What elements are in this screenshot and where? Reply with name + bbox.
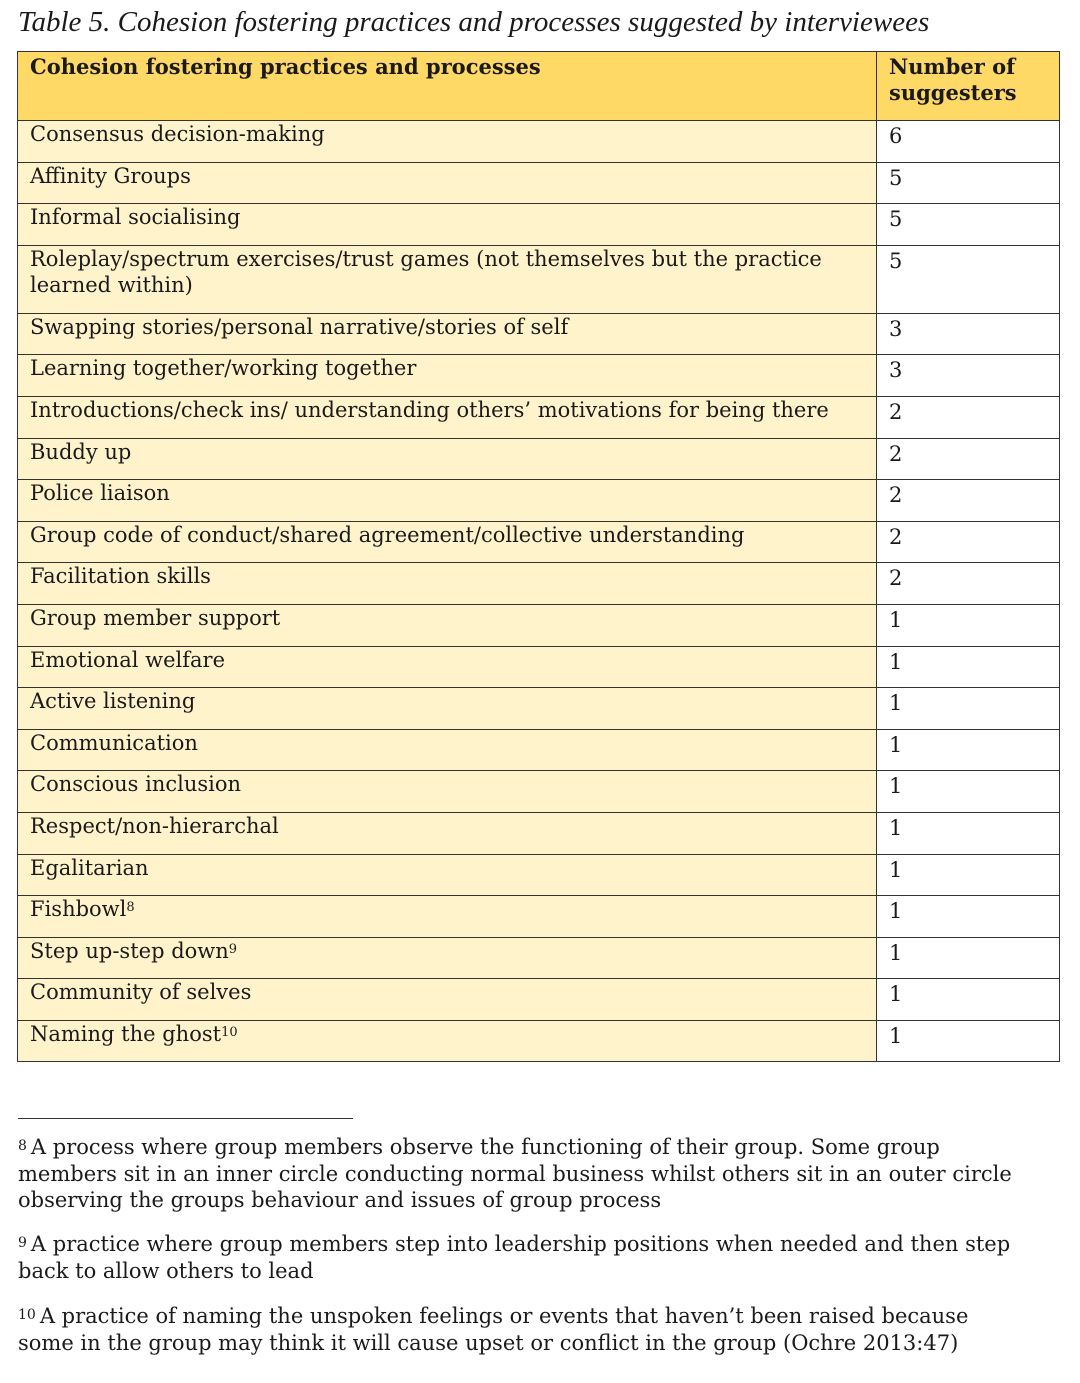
practice-text: Swapping stories/personal narrative/stories of self bbox=[30, 314, 569, 339]
count-cell bbox=[877, 480, 1060, 522]
table-header-row bbox=[18, 52, 1060, 121]
practice-cell bbox=[18, 937, 877, 979]
practice-text: Facilitation skills bbox=[30, 564, 211, 589]
count-cell bbox=[877, 854, 1060, 896]
footnote-10 bbox=[18, 1303, 1018, 1356]
table-row bbox=[18, 121, 1060, 163]
count-cell bbox=[877, 396, 1060, 438]
practice-text: Community of selves bbox=[30, 980, 252, 1005]
footnote-text: A process where group members observe the functioning of their group. Some group members sit in an inner circle conducting normal business whilst others sit in an outer circle observing the groups behaviour and issues of group process bbox=[18, 1135, 1012, 1212]
practice-cell bbox=[18, 162, 877, 204]
table-row bbox=[18, 1020, 1060, 1062]
footnote-text: A practice where group members step into leadership positions when needed and then step back to allow others to lead bbox=[18, 1232, 1011, 1283]
count-cell bbox=[877, 162, 1060, 204]
practice-text: Communication bbox=[30, 730, 198, 755]
count-value: 1 bbox=[889, 649, 903, 674]
practice-text: Group member support bbox=[30, 605, 281, 630]
practice-cell bbox=[18, 771, 877, 813]
practice-text: Informal socialising bbox=[30, 205, 241, 230]
practice-cell bbox=[18, 688, 877, 730]
table-row bbox=[18, 979, 1060, 1021]
header-count: Number of suggesters bbox=[877, 52, 1060, 121]
count-value: 1 bbox=[889, 607, 903, 632]
practice-text: Buddy up bbox=[30, 439, 132, 464]
practice-cell bbox=[18, 729, 877, 771]
table-row bbox=[18, 604, 1060, 646]
table-row bbox=[18, 204, 1060, 246]
practice-text: Fishbowl bbox=[30, 897, 127, 922]
table-row bbox=[18, 313, 1060, 355]
count-value: 1 bbox=[889, 732, 903, 757]
count-value: 1 bbox=[889, 899, 903, 924]
count-cell bbox=[877, 121, 1060, 163]
count-cell bbox=[877, 729, 1060, 771]
table-row bbox=[18, 245, 1060, 313]
practice-cell bbox=[18, 812, 877, 854]
count-cell bbox=[877, 563, 1060, 605]
practice-text: Introductions/check ins/ understanding others’ motivations for being there bbox=[30, 397, 829, 422]
practice-cell bbox=[18, 854, 877, 896]
count-cell bbox=[877, 688, 1060, 730]
practice-cell bbox=[18, 896, 877, 938]
count-cell bbox=[877, 646, 1060, 688]
count-cell bbox=[877, 771, 1060, 813]
count-cell bbox=[877, 896, 1060, 938]
table-row bbox=[18, 480, 1060, 522]
practice-text: Roleplay/spectrum exercises/trust games (not themselves but the practice learned within) bbox=[30, 246, 822, 297]
count-cell bbox=[877, 1020, 1060, 1062]
cohesion-practices-table bbox=[17, 51, 1060, 1062]
count-cell bbox=[877, 204, 1060, 246]
practice-cell bbox=[18, 1020, 877, 1062]
count-cell bbox=[877, 521, 1060, 563]
practice-text: Step up-step down bbox=[30, 938, 229, 963]
table-row bbox=[18, 854, 1060, 896]
count-value: 5 bbox=[889, 207, 903, 232]
practice-cell bbox=[18, 563, 877, 605]
count-value: 3 bbox=[889, 316, 903, 341]
practice-text: Active listening bbox=[30, 689, 196, 714]
count-value: 5 bbox=[889, 165, 903, 190]
count-value: 2 bbox=[889, 399, 903, 424]
practice-cell bbox=[18, 646, 877, 688]
table-row bbox=[18, 937, 1060, 979]
footnote-text: A practice of naming the unspoken feelings or events that haven’t been raised because some in the group may think it will cause upset or conflict in the group (Ochre 2013:47) bbox=[18, 1304, 969, 1355]
table-row bbox=[18, 355, 1060, 397]
count-value: 2 bbox=[889, 524, 903, 549]
practice-text: Group code of conduct/shared agreement/collective understanding bbox=[30, 522, 745, 547]
table-row bbox=[18, 812, 1060, 854]
table-row bbox=[18, 896, 1060, 938]
footnote-marker: 8 bbox=[18, 1138, 27, 1154]
practice-cell bbox=[18, 204, 877, 246]
practice-text: Respect/non-hierarchal bbox=[30, 813, 279, 838]
practice-text: Police liaison bbox=[30, 481, 170, 506]
count-value: 3 bbox=[889, 358, 903, 383]
table-caption: Table 5. Cohesion fostering practices and processes suggested by interviewees bbox=[18, 6, 930, 38]
table-row bbox=[18, 771, 1060, 813]
table-row bbox=[18, 162, 1060, 204]
practice-text: Naming the ghost bbox=[30, 1021, 222, 1046]
table-row bbox=[18, 438, 1060, 480]
count-cell bbox=[877, 937, 1060, 979]
count-value: 5 bbox=[889, 248, 903, 273]
practice-text: Emotional welfare bbox=[30, 647, 225, 672]
count-value: 2 bbox=[889, 566, 903, 591]
table-row bbox=[18, 563, 1060, 605]
practice-cell bbox=[18, 480, 877, 522]
count-cell bbox=[877, 313, 1060, 355]
table-row bbox=[18, 396, 1060, 438]
table-body bbox=[18, 121, 1060, 1062]
count-cell bbox=[877, 245, 1060, 313]
practice-cell bbox=[18, 121, 877, 163]
count-value: 1 bbox=[889, 774, 903, 799]
practice-cell bbox=[18, 396, 877, 438]
count-cell bbox=[877, 438, 1060, 480]
count-value: 2 bbox=[889, 483, 903, 508]
count-cell bbox=[877, 812, 1060, 854]
table-row bbox=[18, 646, 1060, 688]
practice-cell bbox=[18, 438, 877, 480]
practice-cell bbox=[18, 245, 877, 313]
footnote-9 bbox=[18, 1231, 1018, 1284]
count-value: 1 bbox=[889, 815, 903, 840]
practice-text: Consensus decision-making bbox=[30, 122, 325, 146]
footnote-ref: 10 bbox=[221, 1024, 238, 1040]
table-row bbox=[18, 688, 1060, 730]
footnote-separator bbox=[18, 1118, 353, 1119]
practice-text: Egalitarian bbox=[30, 855, 149, 880]
count-value: 2 bbox=[889, 441, 903, 466]
footnote-marker: 10 bbox=[18, 1307, 36, 1323]
practice-text: Conscious inclusion bbox=[30, 772, 242, 797]
footnote-ref: 9 bbox=[228, 941, 238, 957]
practice-cell bbox=[18, 355, 877, 397]
count-value: 1 bbox=[889, 982, 903, 1007]
count-value: 1 bbox=[889, 857, 903, 882]
footnote-ref: 8 bbox=[126, 900, 135, 916]
table-row bbox=[18, 729, 1060, 771]
practice-cell bbox=[18, 521, 877, 563]
count-cell bbox=[877, 604, 1060, 646]
count-value: 1 bbox=[889, 691, 903, 716]
practice-cell bbox=[18, 604, 877, 646]
footnote-8 bbox=[18, 1134, 1018, 1214]
practice-text: Learning together/working together bbox=[30, 356, 417, 381]
header-practice: Cohesion fostering practices and processes bbox=[18, 52, 877, 121]
count-value: 1 bbox=[889, 940, 903, 965]
practice-cell bbox=[18, 313, 877, 355]
table-row bbox=[18, 521, 1060, 563]
practice-cell bbox=[18, 979, 877, 1021]
count-cell bbox=[877, 979, 1060, 1021]
footnote-marker: 9 bbox=[18, 1235, 27, 1251]
practice-text: Affinity Groups bbox=[30, 163, 191, 188]
count-cell bbox=[877, 355, 1060, 397]
count-value: 1 bbox=[889, 1023, 903, 1048]
count-value: 6 bbox=[889, 124, 903, 148]
